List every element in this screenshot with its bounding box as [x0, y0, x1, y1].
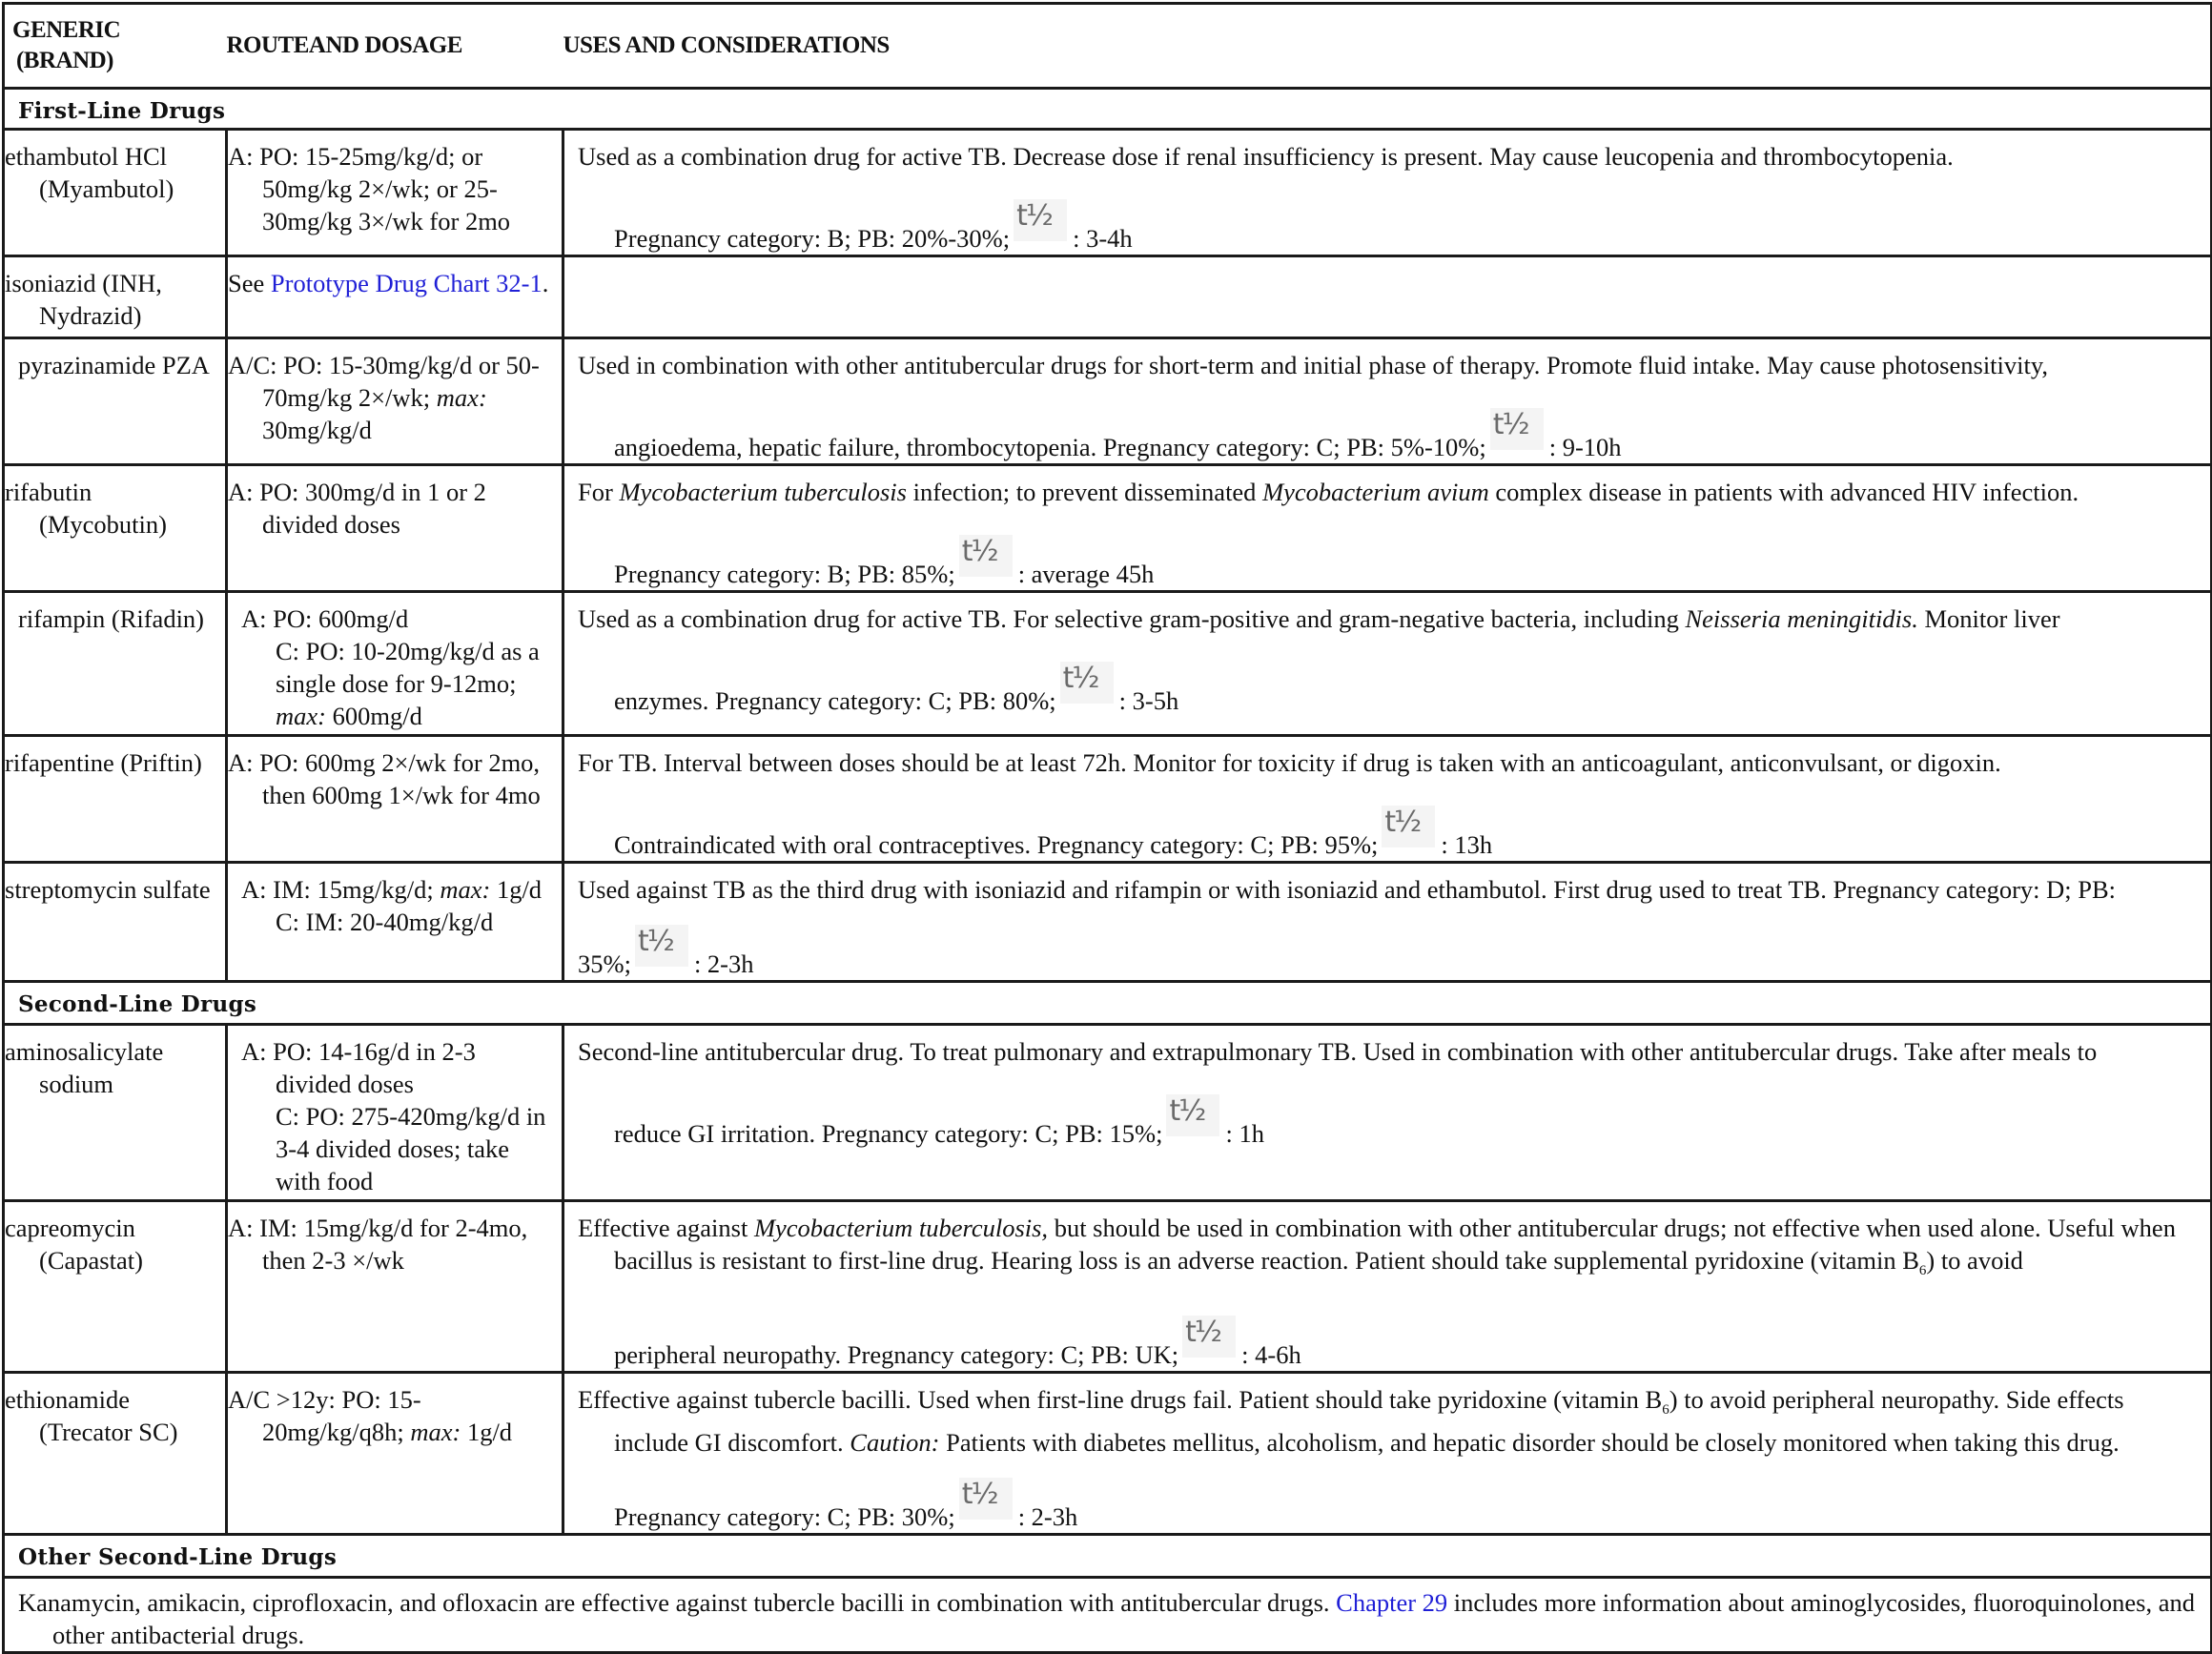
- uses-line-2: peripheral neuropathy. Pregnancy category: C; PB: UK; t½ : 4-6h: [614, 1316, 1301, 1369]
- uses-line-2: Contraindicated with oral contraceptives. Pregnancy category: C; PB: 95%; t½ : 13h: [614, 806, 1493, 859]
- drug-table: [2, 2, 2212, 1654]
- table-row: [4, 1373, 2212, 1535]
- drug-dose: A: PO: 15-25mg/kg/d; or 50mg/kg 2×/wk; or 25-30mg/kg 3×/wk for 2mo: [227, 130, 563, 256]
- table-row: [4, 338, 2212, 465]
- uses-line-2: Pregnancy category: B; PB: 85%; t½ : average 45h: [614, 535, 1155, 588]
- col-header-generic: GENERIC (BRAND): [4, 4, 227, 89]
- drug-name: pyrazinamide PZA: [4, 338, 227, 465]
- other-drugs-text: Kanamycin, amikacin, ciprofloxacin, and ofloxacin are effective against tubercle bacilli in combination with antitubercular drugs. Chapter 29 includes more information about aminoglycosides, fluoroquinolones, and other antibacterial drugs.: [4, 1578, 2212, 1653]
- uses-line-2: 35%; t½ : 2-3h: [578, 925, 754, 978]
- other-drugs-row: [4, 1578, 2212, 1653]
- table-row: [4, 736, 2212, 863]
- table-row: [4, 256, 2212, 338]
- uses-line-2: Pregnancy category: C; PB: 30%; t½ : 2-3h: [614, 1478, 1078, 1531]
- drug-name: rifapentine (Priftin): [4, 736, 227, 863]
- col-header-uses: USES AND CONSIDERATIONS: [563, 4, 2212, 89]
- drug-dose: A: PO: 14-16g/d in 2-3 divided doses C: PO: 275-420mg/kg/d in 3-4 divided doses; take with food: [227, 1025, 563, 1201]
- section-title: First-Line Drugs: [4, 89, 2212, 130]
- drug-dose: A/C >12y: PO: 15-20mg/kg/q8h; max: 1g/d: [227, 1373, 563, 1535]
- half-life-icon: t½: [1490, 408, 1544, 450]
- half-life-icon: t½: [1014, 199, 1067, 241]
- drug-name: isoniazid (INH, Nydrazid): [4, 256, 227, 338]
- drug-uses: Used in combination with other antitubercular drugs for short-term and initial phase of therapy. Promote fluid intake. May cause photosensitivity, angioedema, hepatic failure, thrombocytopenia. Pregnancy category: C; PB: 5%-10%; t½ : 9-10h: [563, 338, 2212, 465]
- table-row: [4, 1025, 2212, 1201]
- drug-name: ethionamide (Trecator SC): [4, 1373, 227, 1535]
- drug-dose: See Prototype Drug Chart 32-1.: [227, 256, 563, 338]
- table-row: [4, 592, 2212, 736]
- half-life-icon: t½: [959, 1478, 1013, 1520]
- drug-uses: Second-line antitubercular drug. To treat pulmonary and extrapulmonary TB. Used in combination with other antitubercular drugs. Take after meals to reduce GI irritation. Pregnancy category: C; PB: 15%; t½ : 1h: [563, 1025, 2212, 1201]
- table-row: [4, 863, 2212, 982]
- drug-dose: A/C: PO: 15-30mg/kg/d or 50-70mg/kg 2×/wk; max: 30mg/kg/d: [227, 338, 563, 465]
- drug-name: capreomycin (Capastat): [4, 1201, 227, 1373]
- drug-uses: Effective against Mycobacterium tuberculosis, but should be used in combination with other antitubercular drugs; not effective when used alone. Useful when bacillus is resistant to first-line drug. Hearing loss is an adverse reaction. Patient should take supplemental pyridoxine (vitamin $B_6$) to avoid peripheral neuropathy. Pregnancy category: C; PB: UK; t½ : 4-6h: [563, 1201, 2212, 1373]
- section-second-line: [4, 982, 2212, 1025]
- section-first-line: [4, 89, 2212, 130]
- drug-dose: A: PO: 300mg/d in 1 or 2 divided doses: [227, 465, 563, 592]
- uses-line-2: enzymes. Pregnancy category: C; PB: 80%; t½ : 3-5h: [614, 662, 1179, 715]
- half-life-icon: t½: [1382, 806, 1435, 847]
- half-life-icon: t½: [959, 535, 1013, 577]
- section-other-second-line: [4, 1535, 2212, 1578]
- drug-uses: [563, 130, 2212, 256]
- drug-name: ethambutol HCl (Myambutol): [4, 130, 227, 256]
- drug-uses: Used against TB as the third drug with isoniazid and rifampin or with isoniazid and ethambutol. First drug used to treat TB. Pregnancy category: D; PB: 35%; t½ : 2-3h: [563, 863, 2212, 982]
- uses-line-2: Pregnancy category: B; PB: 20%-30%; t½ : 3-4h: [614, 199, 1133, 253]
- table-row: [4, 130, 2212, 256]
- chapter-29-link[interactable]: Chapter 29: [1336, 1588, 1448, 1617]
- drug-dose: A: PO: 600mg/d C: PO: 10-20mg/kg/d as a single dose for 9-12mo; max: 600mg/d: [227, 592, 563, 736]
- drug-name: aminosalicylate sodium: [4, 1025, 227, 1201]
- drug-uses: For Mycobacterium tuberculosis infection; to prevent disseminated Mycobacterium avium complex disease in patients with advanced HIV infection. Pregnancy category: B; PB: 85%; t½ : average 45h: [563, 465, 2212, 592]
- table-row: [4, 1201, 2212, 1373]
- col-header-route: ROUTEAND DOSAGE: [227, 4, 563, 89]
- drug-dose: A: IM: 15mg/kg/d for 2-4mo, then 2-3 ×/wk: [227, 1201, 563, 1373]
- prototype-drug-chart-link[interactable]: Prototype Drug Chart 32-1: [270, 269, 543, 297]
- drug-dose: A: IM: 15mg/kg/d; max: 1g/d C: IM: 20-40mg/kg/d: [227, 863, 563, 982]
- drug-name: rifabutin (Mycobutin): [4, 465, 227, 592]
- section-title: Second-Line Drugs: [4, 982, 2212, 1025]
- drug-uses: [563, 256, 2212, 338]
- drug-name: rifampin (Rifadin): [4, 592, 227, 736]
- drug-uses: Effective against tubercle bacilli. Used when first-line drugs fail. Patient should take pyridoxine (vitamin $B_6$) to avoid peripheral neuropathy. Side effects include GI discomfort. Caution: Patients with diabetes mellitus, alcoholism, and hepatic disorder should be closely monitored when taking this drug. Pregnancy category: C; PB: 30%; t½ : 2-3h: [563, 1373, 2212, 1535]
- half-life-icon: t½: [1182, 1316, 1236, 1358]
- half-life-value: : 3-4h: [1073, 224, 1133, 253]
- table-row: [4, 465, 2212, 592]
- uses-text: Used as a combination drug for active TB. Decrease dose if renal insufficiency is present. May cause leucopenia and thrombocytopenia.: [578, 142, 1954, 171]
- uses-line-2: reduce GI irritation. Pregnancy category: C; PB: 15%; t½ : 1h: [614, 1094, 1264, 1148]
- drug-name: streptomycin sulfate: [4, 863, 227, 982]
- section-title: Other Second-Line Drugs: [4, 1535, 2212, 1578]
- drug-uses: For TB. Interval between doses should be at least 72h. Monitor for toxicity if drug is taken with an anticoagulant, anticonvulsant, or digoxin. Contraindicated with oral contraceptives. Pregnancy category: C; PB: 95%; t½ : 13h: [563, 736, 2212, 863]
- header-row: [4, 4, 2212, 89]
- half-life-icon: t½: [635, 925, 688, 967]
- half-life-icon: t½: [1166, 1094, 1219, 1136]
- drug-dose: A: PO: 600mg 2×/wk for 2mo, then 600mg 1×/wk for 4mo: [227, 736, 563, 863]
- half-life-icon: t½: [1060, 662, 1114, 704]
- uses-line-2: angioedema, hepatic failure, thrombocytopenia. Pregnancy category: C; PB: 5%-10%; t½ : 9-10h: [614, 408, 1622, 461]
- drug-uses: Used as a combination drug for active TB. For selective gram-positive and gram-negative bacteria, including Neisseria meningitidis. Monitor liver enzymes. Pregnancy category: C; PB: 80%; t½ : 3-5h: [563, 592, 2212, 736]
